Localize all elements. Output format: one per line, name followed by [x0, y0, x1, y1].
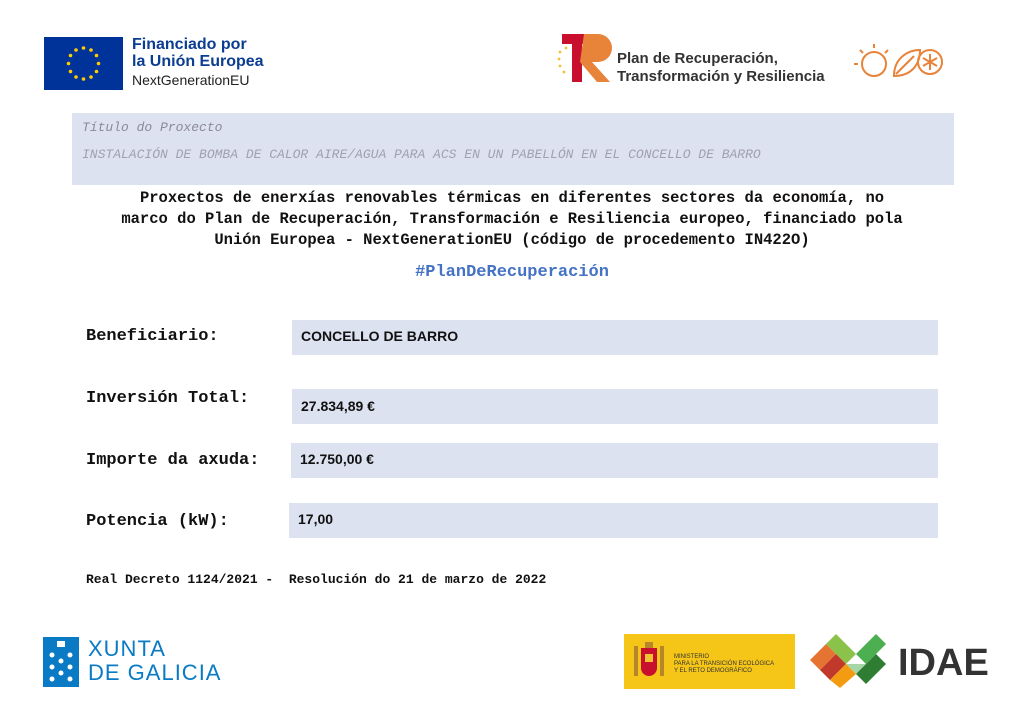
description-line-2: marco do Plan de Recuperación, Transformación e Resiliencia europeo, financiado pola [121, 210, 903, 228]
beneficiary-value: CONCELLO DE BARRO [301, 328, 459, 344]
spain-crest-icon [632, 640, 666, 684]
idae-logo-icon [808, 632, 890, 690]
xunta-line-2: DE GALICIA [88, 660, 222, 685]
xunta-line-1: XUNTA [88, 636, 166, 661]
project-title-label: Título do Proxecto [82, 120, 223, 135]
eu-line-3: NextGenerationEU [132, 72, 250, 88]
description-line-1: Proxectos de enerxías renovables térmicas en diferentes sectores da economía, no [139, 189, 885, 207]
hashtag: #PlanDeRecuperación [415, 263, 609, 282]
power-box [289, 503, 938, 538]
sun-icon [854, 44, 888, 76]
idae-text: IDAE [898, 642, 989, 684]
prtr-line-1: Plan de Recuperación, [617, 50, 778, 67]
xunta-text [88, 637, 221, 685]
aid-box [291, 443, 938, 478]
investment-label: Inversión Total: [86, 389, 250, 408]
eu-flag-icon [44, 37, 123, 90]
aid-label: Importe da axuda: [86, 451, 260, 470]
prtr-text [617, 50, 825, 86]
investment-box [292, 389, 938, 424]
ministry-line-1: MINISTERIO [674, 654, 710, 660]
power-value: 17,00 [298, 511, 334, 527]
project-title-value: INSTALACIÓN DE BOMBA DE CALOR AIRE/AGUA PARA ACS EN UN PABELLÓN EN EL CONCELLO DE BARRO [82, 147, 761, 162]
prtr-icons [850, 40, 946, 84]
ministry-text [674, 654, 774, 675]
eu-funding-text [132, 36, 264, 89]
ministry-line-2: PARA LA TRANSICIÓN ECOLÓGICA [674, 661, 775, 667]
beneficiary-label: Beneficiario: [86, 327, 219, 346]
xunta-shield-icon [43, 637, 79, 687]
decree-text: Real Decreto 1124/2021 - Resolución do 21 de marzo de 2022 [86, 572, 547, 587]
description-line-3: Unión Europea - NextGenerationEU (código de procedemento IN422O) [214, 231, 810, 249]
eu-line-2: la Unión Europea [132, 53, 264, 70]
ministry-line-3: Y EL RETO DEMOGRÁFICO [674, 668, 752, 674]
snowflake-icon [918, 50, 942, 74]
prtr-logo-icon [556, 32, 614, 84]
project-description [70, 188, 954, 251]
investment-value: 27.834,89 € [301, 398, 375, 414]
leaf-icon [894, 50, 920, 76]
eu-line-1: Financiado por [132, 36, 247, 53]
power-label: Potencia (kW): [86, 512, 229, 531]
aid-value: 12.750,00 € [300, 451, 374, 467]
prtr-line-2: Transformación y Resiliencia [617, 68, 825, 85]
